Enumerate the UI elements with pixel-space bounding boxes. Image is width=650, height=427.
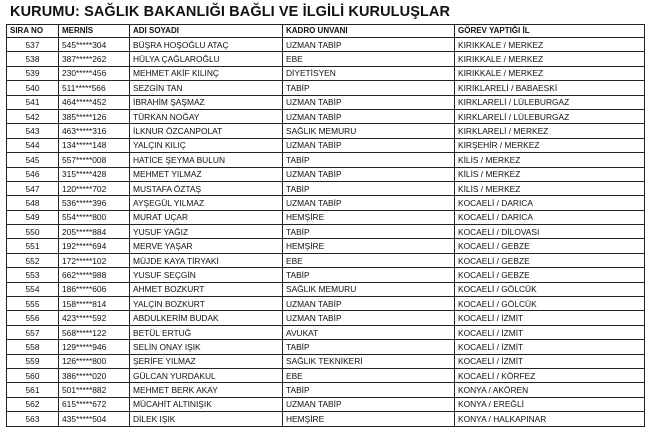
sira-no-cell: 555 xyxy=(7,297,59,311)
mernis-cell: 126*****800 xyxy=(59,354,130,368)
sira-no-cell: 550 xyxy=(7,225,59,239)
adi-soyadi-cell: AHMET BOZKURT xyxy=(130,282,283,296)
column-header-sira-no: SIRA NO xyxy=(7,25,59,38)
mernis-cell: 387*****262 xyxy=(59,52,130,66)
adi-soyadi-cell: ABDULKERİM BUDAK xyxy=(130,311,283,325)
mernis-cell: 205*****884 xyxy=(59,225,130,239)
table-row xyxy=(7,153,645,167)
gorev-yaptigi-il-cell: KOCAELİ / GEBZE xyxy=(455,268,645,282)
kadro-unvani-cell: HEMŞİRE xyxy=(283,239,455,253)
adi-soyadi-cell: MEHMET AKİF KILINÇ xyxy=(130,66,283,80)
kadro-unvani-cell: AVUKAT xyxy=(283,325,455,339)
mernis-cell: 315*****428 xyxy=(59,167,130,181)
adi-soyadi-cell: MERVE YAŞAR xyxy=(130,239,283,253)
mernis-cell: 385*****126 xyxy=(59,109,130,123)
document-title: KURUMU: SAĞLIK BAKANLIĞI BAĞLI VE İLGİLİ KURULUŞLAR xyxy=(10,4,451,20)
gorev-yaptigi-il-cell: KOCAELİ / GEBZE xyxy=(455,239,645,253)
table-row xyxy=(7,340,645,354)
mernis-cell: 386*****020 xyxy=(59,368,130,382)
sira-no-cell: 546 xyxy=(7,167,59,181)
sira-no-cell: 559 xyxy=(7,354,59,368)
gorev-yaptigi-il-cell: KİLİS / MERKEZ xyxy=(455,167,645,181)
mernis-cell: 662*****988 xyxy=(59,268,130,282)
mernis-cell: 554*****800 xyxy=(59,210,130,224)
mernis-cell: 545*****304 xyxy=(59,38,130,52)
mernis-cell: 158*****814 xyxy=(59,297,130,311)
table-body xyxy=(7,38,645,427)
table-row xyxy=(7,412,645,426)
gorev-yaptigi-il-cell: KIRIKLARELİ / BABAESKİ xyxy=(455,81,645,95)
sira-no-cell: 557 xyxy=(7,325,59,339)
kadro-unvani-cell: TABİP xyxy=(283,268,455,282)
sira-no-cell: 563 xyxy=(7,412,59,426)
mernis-cell: 435*****504 xyxy=(59,412,130,426)
mernis-cell: 501*****882 xyxy=(59,383,130,397)
mernis-cell: 423*****592 xyxy=(59,311,130,325)
sira-no-cell: 553 xyxy=(7,268,59,282)
table-row xyxy=(7,95,645,109)
adi-soyadi-cell: MÜCAHİT ALTINIŞIK xyxy=(130,397,283,411)
sira-no-cell: 556 xyxy=(7,311,59,325)
sira-no-cell: 540 xyxy=(7,81,59,95)
kadro-unvani-cell: SAĞLIK MEMURU xyxy=(283,282,455,296)
table-row xyxy=(7,167,645,181)
sira-no-cell: 541 xyxy=(7,95,59,109)
gorev-yaptigi-il-cell: KIRIKKALE / MERKEZ xyxy=(455,66,645,80)
kadro-unvani-cell: DİYETİSYEN xyxy=(283,66,455,80)
table-row xyxy=(7,354,645,368)
table-row xyxy=(7,138,645,152)
adi-soyadi-cell: YALÇIN KILIÇ xyxy=(130,138,283,152)
table-row xyxy=(7,81,645,95)
sira-no-cell: 539 xyxy=(7,66,59,80)
kadro-unvani-cell: UZMAN TABİP xyxy=(283,167,455,181)
kadro-unvani-cell: UZMAN TABİP xyxy=(283,138,455,152)
kadro-unvani-cell: EBE xyxy=(283,52,455,66)
adi-soyadi-cell: DİLEK IŞIK xyxy=(130,412,283,426)
kadro-unvani-cell: HEMŞİRE xyxy=(283,210,455,224)
mernis-cell: 615*****672 xyxy=(59,397,130,411)
sira-no-cell: 547 xyxy=(7,181,59,195)
kadro-unvani-cell: UZMAN TABİP xyxy=(283,109,455,123)
gorev-yaptigi-il-cell: KONYA / HALKAPINAR xyxy=(455,412,645,426)
table-row xyxy=(7,210,645,224)
adi-soyadi-cell: YUSUF YAĞIZ xyxy=(130,225,283,239)
gorev-yaptigi-il-cell: KIRŞEHİR / MERKEZ xyxy=(455,138,645,152)
kadro-unvani-cell: TABİP xyxy=(283,181,455,195)
adi-soyadi-cell: MUSTAFA ÖZTAŞ xyxy=(130,181,283,195)
kadro-unvani-cell: SAĞLIK MEMURU xyxy=(283,124,455,138)
gorev-yaptigi-il-cell: KOCAELİ / İZMİT xyxy=(455,311,645,325)
sira-no-cell: 545 xyxy=(7,153,59,167)
adi-soyadi-cell: YUSUF SEÇGİN xyxy=(130,268,283,282)
adi-soyadi-cell: HÜLYA ÇAĞLAROĞLU xyxy=(130,52,283,66)
adi-soyadi-cell: BÜŞRA HOŞOĞLU ATAÇ xyxy=(130,38,283,52)
gorev-yaptigi-il-cell: KONYA / AKÖREN xyxy=(455,383,645,397)
table-row xyxy=(7,225,645,239)
table-row xyxy=(7,196,645,210)
table-row xyxy=(7,383,645,397)
kadro-unvani-cell: SAĞLIK TEKNİKERİ xyxy=(283,354,455,368)
gorev-yaptigi-il-cell: KOCAELİ / GEBZE xyxy=(455,253,645,267)
mernis-cell: 134*****148 xyxy=(59,138,130,152)
kadro-unvani-cell: UZMAN TABİP xyxy=(283,196,455,210)
mernis-cell: 511*****566 xyxy=(59,81,130,95)
kadro-unvani-cell: TABİP xyxy=(283,81,455,95)
gorev-yaptigi-il-cell: KOCAELİ / GÖLCÜK xyxy=(455,297,645,311)
column-header-mernis: MERNİS xyxy=(59,25,130,38)
kadro-unvani-cell: EBE xyxy=(283,253,455,267)
mernis-cell: 192*****694 xyxy=(59,239,130,253)
mernis-cell: 230*****456 xyxy=(59,66,130,80)
table-row xyxy=(7,124,645,138)
sira-no-cell: 548 xyxy=(7,196,59,210)
kadro-unvani-cell: UZMAN TABİP xyxy=(283,311,455,325)
sira-no-cell: 537 xyxy=(7,38,59,52)
mernis-cell: 557*****008 xyxy=(59,153,130,167)
kadro-unvani-cell: UZMAN TABİP xyxy=(283,397,455,411)
table-row xyxy=(7,297,645,311)
adi-soyadi-cell: İBRAHİM ŞAŞMAZ xyxy=(130,95,283,109)
gorev-yaptigi-il-cell: KOCAELİ / GÖLCÜK xyxy=(455,282,645,296)
gorev-yaptigi-il-cell: KONYA / EREĞLİ xyxy=(455,397,645,411)
sira-no-cell: 544 xyxy=(7,138,59,152)
sira-no-cell: 549 xyxy=(7,210,59,224)
column-header-gorev-yaptigi-il: GÖREV YAPTIĞI İL xyxy=(455,25,645,38)
sira-no-cell: 558 xyxy=(7,340,59,354)
table-row xyxy=(7,253,645,267)
adi-soyadi-cell: YALÇIN BOZKURT xyxy=(130,297,283,311)
kadro-unvani-cell: HEMŞİRE xyxy=(283,412,455,426)
adi-soyadi-cell: GÜLCAN YURDAKUL xyxy=(130,368,283,382)
mernis-cell: 463*****316 xyxy=(59,124,130,138)
gorev-yaptigi-il-cell: KIRKLARELİ / LÜLEBURGAZ xyxy=(455,109,645,123)
table-row xyxy=(7,109,645,123)
gorev-yaptigi-il-cell: KOCAELİ / DARICA xyxy=(455,196,645,210)
adi-soyadi-cell: HATİCE ŞEYMA BULUN xyxy=(130,153,283,167)
sira-no-cell: 543 xyxy=(7,124,59,138)
gorev-yaptigi-il-cell: KIRKLARELİ / LÜLEBURGAZ xyxy=(455,95,645,109)
gorev-yaptigi-il-cell: KIRKLARELİ / MERKEZ xyxy=(455,124,645,138)
adi-soyadi-cell: MEHMET BERK AKAY xyxy=(130,383,283,397)
gorev-yaptigi-il-cell: KOCAELİ / İZMİT xyxy=(455,354,645,368)
sira-no-cell: 554 xyxy=(7,282,59,296)
sira-no-cell: 562 xyxy=(7,397,59,411)
kadro-unvani-cell: UZMAN TABİP xyxy=(283,297,455,311)
gorev-yaptigi-il-cell: KİLİS / MERKEZ xyxy=(455,153,645,167)
adi-soyadi-cell: MÜJDE KAYA TİRYAKİ xyxy=(130,253,283,267)
gorev-yaptigi-il-cell: KOCAELİ / KÖRFEZ xyxy=(455,368,645,382)
personnel-table xyxy=(6,24,645,427)
kadro-unvani-cell: TABİP xyxy=(283,225,455,239)
adi-soyadi-cell: AYŞEGÜL YILMAZ xyxy=(130,196,283,210)
gorev-yaptigi-il-cell: KOCAELİ / İZMİT xyxy=(455,340,645,354)
adi-soyadi-cell: SEZGİN TAN xyxy=(130,81,283,95)
adi-soyadi-cell: İLKNUR ÖZCANPOLAT xyxy=(130,124,283,138)
sira-no-cell: 551 xyxy=(7,239,59,253)
table-row xyxy=(7,66,645,80)
mernis-cell: 186*****606 xyxy=(59,282,130,296)
kadro-unvani-cell: EBE xyxy=(283,368,455,382)
sira-no-cell: 542 xyxy=(7,109,59,123)
kadro-unvani-cell: TABİP xyxy=(283,340,455,354)
table-row xyxy=(7,282,645,296)
column-header-kadro-unvani: KADRO UNVANI xyxy=(283,25,455,38)
mernis-cell: 536*****396 xyxy=(59,196,130,210)
gorev-yaptigi-il-cell: KOCAELİ / İZMİT xyxy=(455,325,645,339)
gorev-yaptigi-il-cell: KOCAELİ / DARICA xyxy=(455,210,645,224)
adi-soyadi-cell: MEHMET YILMAZ xyxy=(130,167,283,181)
table-row xyxy=(7,325,645,339)
sira-no-cell: 561 xyxy=(7,383,59,397)
adi-soyadi-cell: SELİN ONAY IŞIK xyxy=(130,340,283,354)
kadro-unvani-cell: UZMAN TABİP xyxy=(283,38,455,52)
adi-soyadi-cell: TÜRKAN NOĞAY xyxy=(130,109,283,123)
gorev-yaptigi-il-cell: KIRIKKALE / MERKEZ xyxy=(455,52,645,66)
sira-no-cell: 552 xyxy=(7,253,59,267)
table-row xyxy=(7,368,645,382)
table-row xyxy=(7,38,645,52)
sira-no-cell: 560 xyxy=(7,368,59,382)
mernis-cell: 568*****122 xyxy=(59,325,130,339)
adi-soyadi-cell: MURAT UÇAR xyxy=(130,210,283,224)
sira-no-cell: 538 xyxy=(7,52,59,66)
column-header-adi-soyadi: ADI SOYADI xyxy=(130,25,283,38)
mernis-cell: 464*****452 xyxy=(59,95,130,109)
kadro-unvani-cell: UZMAN TABİP xyxy=(283,95,455,109)
table-header-row xyxy=(7,25,645,38)
table-row xyxy=(7,52,645,66)
adi-soyadi-cell: BETÜL ERTUĞ xyxy=(130,325,283,339)
mernis-cell: 172*****102 xyxy=(59,253,130,267)
table-row xyxy=(7,397,645,411)
table-row xyxy=(7,239,645,253)
table-row xyxy=(7,181,645,195)
kadro-unvani-cell: TABİP xyxy=(283,383,455,397)
kadro-unvani-cell: TABİP xyxy=(283,153,455,167)
table-row xyxy=(7,268,645,282)
gorev-yaptigi-il-cell: KOCAELİ / DİLOVASI xyxy=(455,225,645,239)
mernis-cell: 129*****946 xyxy=(59,340,130,354)
adi-soyadi-cell: ŞERİFE YILMAZ xyxy=(130,354,283,368)
gorev-yaptigi-il-cell: KİLİS / MERKEZ xyxy=(455,181,645,195)
table-row xyxy=(7,311,645,325)
mernis-cell: 120*****702 xyxy=(59,181,130,195)
gorev-yaptigi-il-cell: KIRIKKALE / MERKEZ xyxy=(455,38,645,52)
